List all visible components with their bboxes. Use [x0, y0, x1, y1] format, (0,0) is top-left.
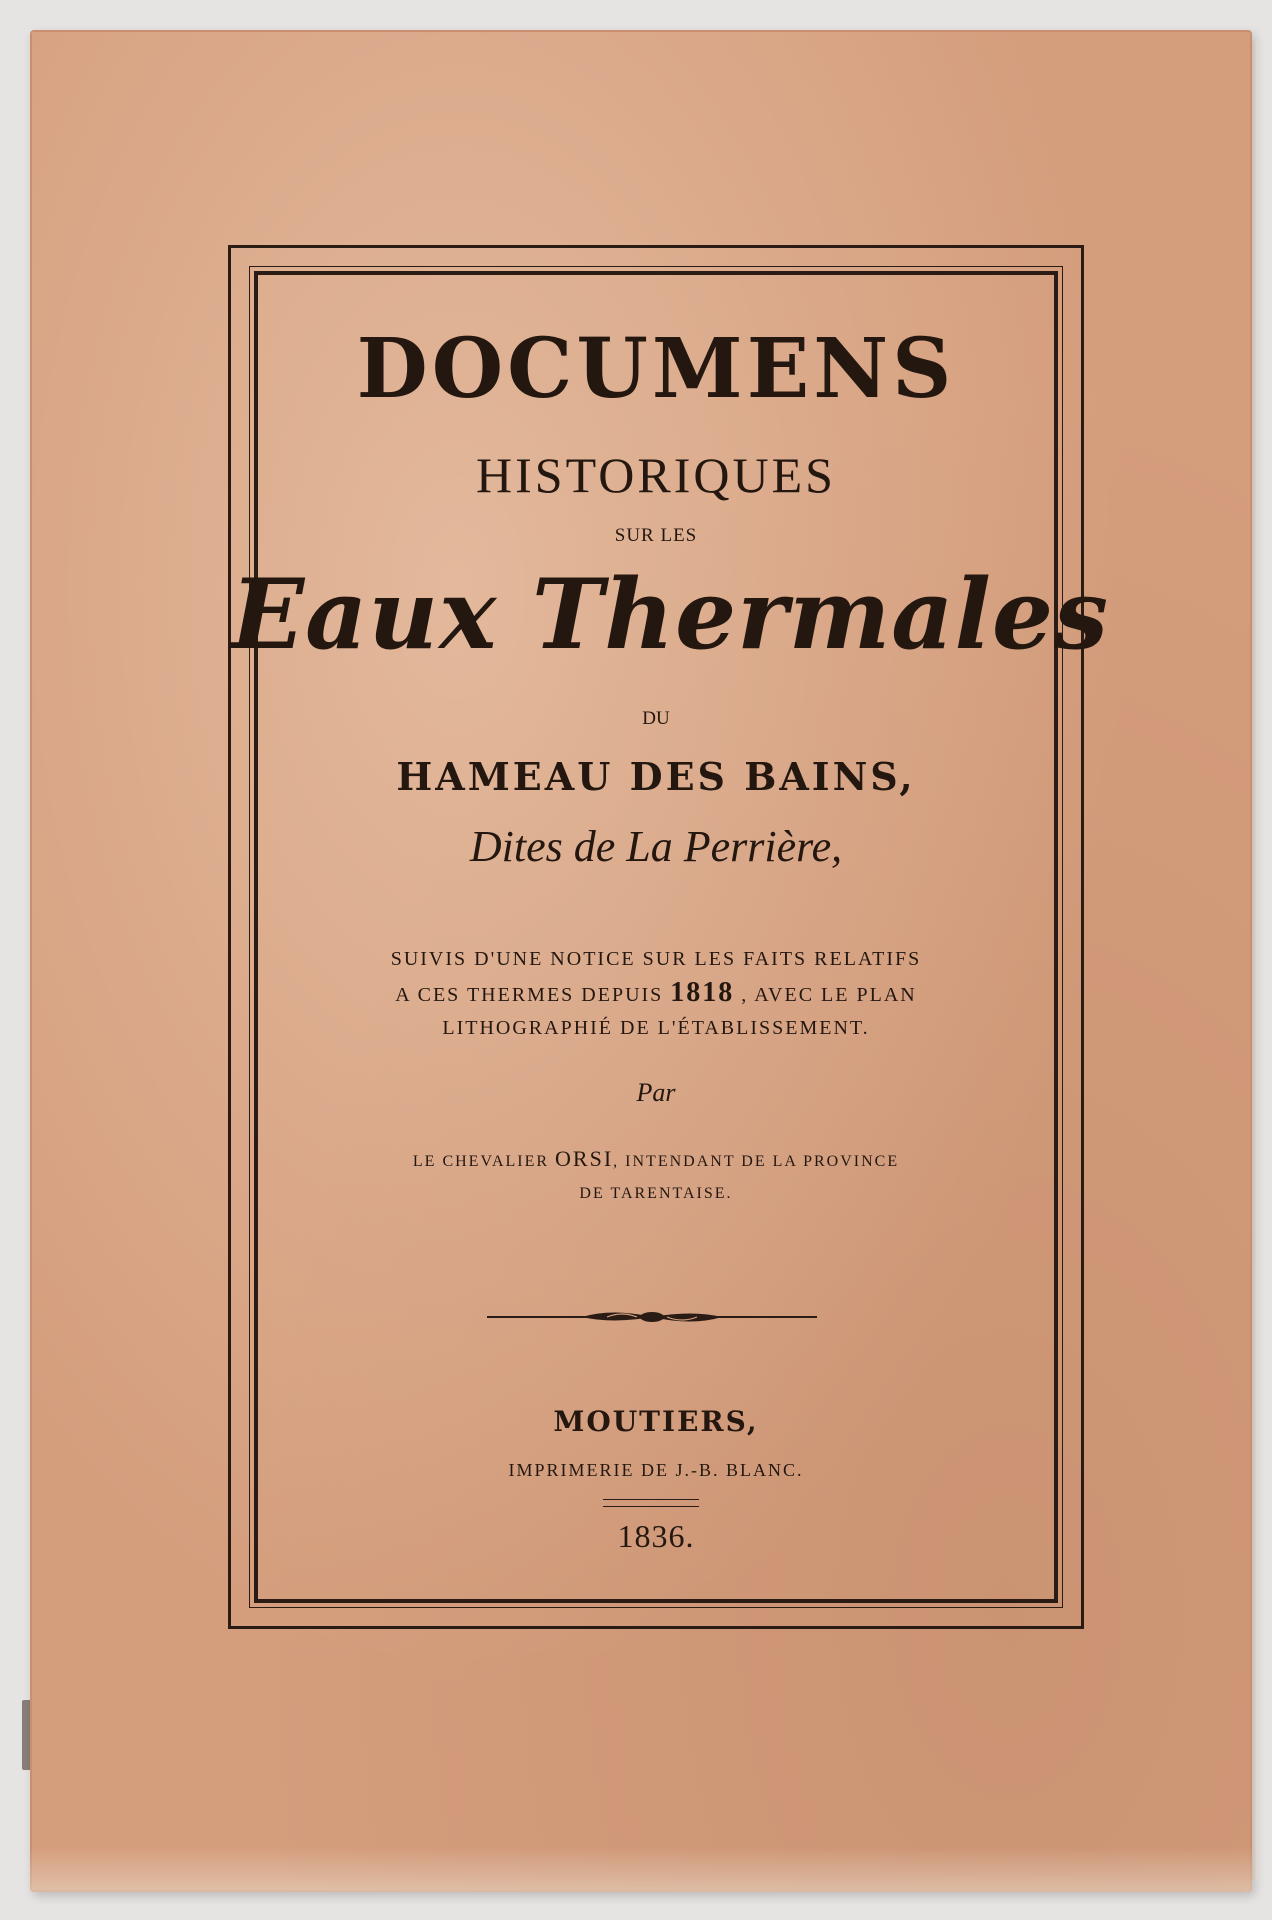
connector-du: DU	[642, 708, 670, 729]
border-frame-outer	[228, 245, 1110, 1629]
description	[231, 943, 1081, 1045]
description-line-2	[231, 976, 1081, 1012]
author-line-1-pre: LE CHEVALIER	[412, 1153, 556, 1170]
book-cover	[30, 30, 1252, 1892]
author-name: ORSI	[555, 1146, 614, 1171]
ornament-divider-icon	[487, 1306, 817, 1328]
title-documens: DOCUMENS	[356, 321, 956, 417]
city: MOUTIERS,	[553, 1405, 759, 1438]
connector-sur-les: SUR LES	[614, 525, 698, 546]
cover-worn-edge	[30, 1846, 1252, 1892]
description-line-1: SUIVIS D'UNE NOTICE SUR LES FAITS RELATIFS	[390, 948, 922, 970]
subject-alt-name: Dites de La Perrière,	[469, 822, 843, 871]
double-rule	[603, 1499, 699, 1507]
printer: IMPRIMERIE DE J.-B. BLANC.	[508, 1460, 804, 1480]
author-line-2: DE TARENTAISE.	[579, 1185, 733, 1202]
author	[231, 1143, 1081, 1210]
description-line-2-pre: A CES THERMES DEPUIS	[395, 984, 671, 1006]
title-historiques: HISTORIQUES	[476, 447, 836, 503]
description-line-3: LITHOGRAPHIÉ DE L'ÉTABLISSEMENT.	[442, 1017, 870, 1039]
publication-year: 1836.	[617, 1518, 695, 1554]
title-page-content	[231, 248, 1110, 1626]
description-year: 1818	[670, 977, 735, 1008]
author-line-1-post: , INTENDANT DE LA PROVINCE	[613, 1153, 900, 1170]
description-line-2-post: , AVEC LE PLAN	[734, 984, 917, 1006]
by-label: Par	[636, 1078, 676, 1107]
subject-hameau: HAMEAU DES BAINS,	[396, 754, 916, 799]
title-eaux-thermales: Eaux Thermales	[231, 558, 1110, 671]
author-line-1	[231, 1143, 1081, 1178]
